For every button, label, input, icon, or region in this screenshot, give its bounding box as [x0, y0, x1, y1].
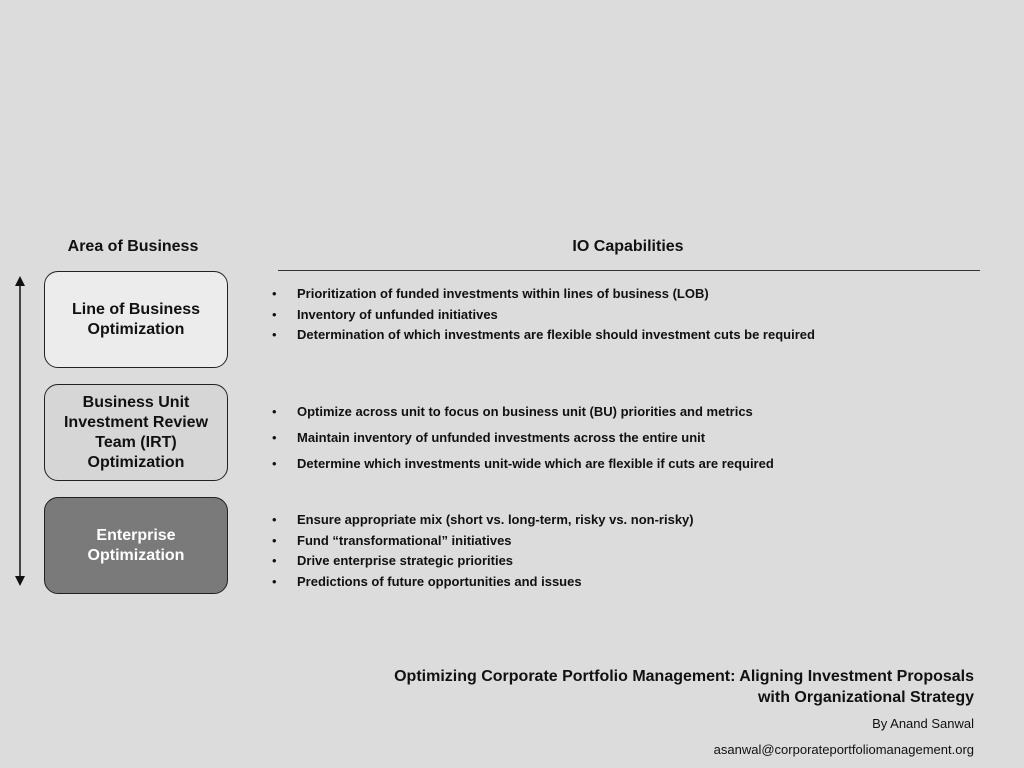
- list-item: • Ensure appropriate mix (short vs. long-term, risky vs. non-risky): [270, 511, 694, 532]
- line-of-business-box: Line of Business Optimization: [44, 271, 228, 368]
- list-item: • Maintain inventory of unfunded investments across the entire unit: [270, 429, 774, 455]
- enterprise-capabilities-list: [270, 511, 694, 593]
- footer-title: Optimizing Corporate Portfolio Management: Aligning Investment Proposals with Organizational Strategy: [394, 668, 974, 706]
- list-item: • Inventory of unfunded initiatives: [270, 306, 815, 327]
- list-item: • Drive enterprise strategic priorities: [270, 552, 694, 573]
- list-item: • Predictions of future opportunities and issues: [270, 573, 694, 594]
- area-of-business-header: Area of Business: [67, 238, 199, 255]
- list-item: • Determine which investments unit-wide which are flexible if cuts are required: [270, 455, 774, 481]
- bu-capabilities-list: [270, 403, 774, 481]
- double-arrow-icon: [12, 276, 28, 586]
- list-item: • Fund “transformational” initiatives: [270, 532, 694, 553]
- list-item: • Optimize across unit to focus on business unit (BU) priorities and metrics: [270, 403, 774, 429]
- business-unit-box: Business Unit Investment Review Team (IRT) Optimization: [44, 384, 228, 481]
- footer-author: By Anand Sanwal: [872, 716, 974, 731]
- list-item: • Determination of which investments are flexible should investment cuts be required: [270, 326, 815, 347]
- io-capabilities-header: IO Capabilities: [572, 238, 684, 255]
- header-divider: [278, 270, 980, 271]
- lob-capabilities-list: [270, 285, 815, 347]
- enterprise-box: Enterprise Optimization: [44, 497, 228, 594]
- list-item: • Prioritization of funded investments within lines of business (LOB): [270, 285, 815, 306]
- footer-email-link[interactable]: asanwal@corporateportfoliomanagement.org: [713, 742, 974, 757]
